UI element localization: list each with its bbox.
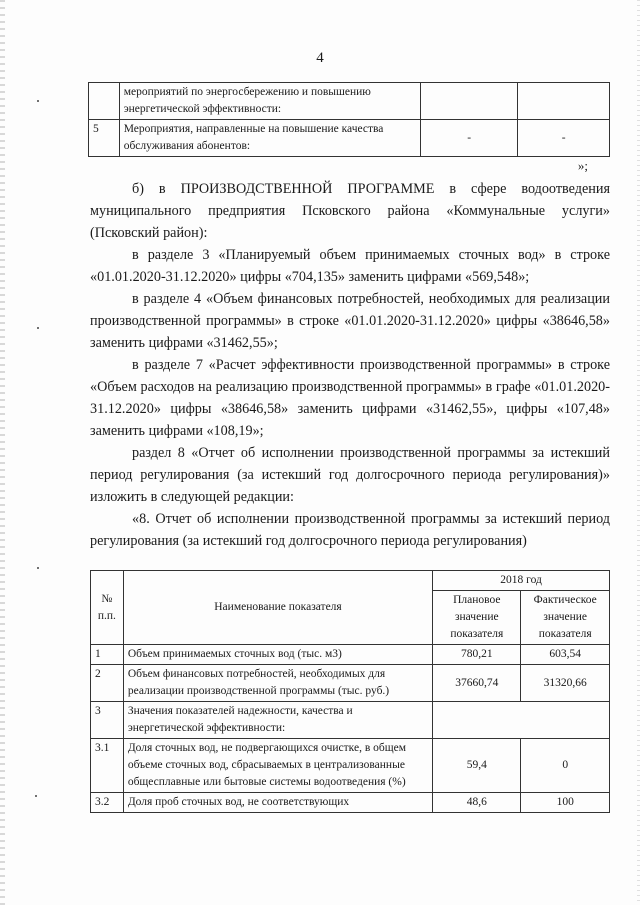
scan-speck [35, 795, 37, 797]
paragraph-section-3: в разделе 3 «Планируемый объем принимаемых сточных вод» в строке «01.01.2020-31.12.2020» цифры «704,135» заменить цифрами «569,548»; [90, 247, 610, 285]
table-row [91, 739, 610, 793]
scan-speck [37, 327, 39, 329]
fact-header: Фактическое значение показателя [521, 591, 610, 645]
row-plan: 59,4 [433, 739, 521, 793]
body-text [90, 178, 610, 552]
row-fact [518, 83, 610, 120]
row-values-empty [433, 702, 610, 739]
row-text: мероприятий по энергосбережению и повышению энергетической эффективности: [119, 83, 420, 120]
row-fact: - [518, 120, 610, 157]
row-plan: 48,6 [433, 793, 521, 813]
name-header: Наименование показателя [123, 571, 432, 645]
row-number: 3.2 [91, 793, 124, 813]
row-name: Объем принимаемых сточных вод (тыс. м3) [123, 645, 432, 665]
table-row [89, 120, 610, 157]
row-fact: 100 [521, 793, 610, 813]
row-name: Доля проб сточных вод, не соответствующих [123, 793, 432, 813]
scan-speck [37, 100, 39, 102]
table-header-row [91, 571, 610, 591]
scan-speck [37, 567, 39, 569]
closing-quote: »; [577, 158, 588, 173]
paragraph-section-4: в разделе 4 «Объем финансовых потребностей, необходимых для реализации производственной программы» в строке «01.01.2020-31.12.2020» цифры «38646,58» заменить цифрами «31462,55»; [90, 291, 610, 351]
top-table [88, 82, 610, 157]
row-name: Значения показателей надежности, качества и энергетической эффективности: [123, 702, 432, 739]
table-row [91, 702, 610, 739]
page-number: 4 [316, 50, 324, 66]
row-plan: - [421, 120, 518, 157]
row-name: Объем финансовых потребностей, необходимых для реализации производственной программы (тыс. руб.) [123, 665, 432, 702]
table-row [91, 645, 610, 665]
row-fact: 31320,66 [521, 665, 610, 702]
row-number: 5 [89, 120, 120, 157]
row-name: Доля сточных вод, не подвергающихся очистке, в общем объеме сточных вод, сбрасываемых в централизованные общесплавные или бытовые системы водоотведения (%) [123, 739, 432, 793]
table-row [91, 665, 610, 702]
row-fact: 0 [521, 739, 610, 793]
year-header: 2018 год [433, 571, 610, 591]
row-number [89, 83, 120, 120]
table-row [91, 793, 610, 813]
row-plan: 780,21 [433, 645, 521, 665]
num-header: № п.п. [91, 571, 124, 645]
row-number: 1 [91, 645, 124, 665]
paragraph-section-8: раздел 8 «Отчет об исполнении производственной программы за истекший период регулирования (за истекший год долгосрочного периода регулирования)» изложить в следующей редакции: [90, 445, 610, 505]
paragraph-production-program: б) в ПРОИЗВОДСТВЕННОЙ ПРОГРАММЕ в сфере водоотведения муниципального предприятия Псковского района «Коммунальные услуги» (Псковский район): [90, 181, 610, 241]
row-text: Мероприятия, направленные на повышение качества обслуживания абонентов: [119, 120, 420, 157]
row-number: 2 [91, 665, 124, 702]
report-table [90, 570, 610, 813]
table-row [89, 83, 610, 120]
row-fact: 603,54 [521, 645, 610, 665]
paragraph-section-7: в разделе 7 «Расчет эффективности производственной программы» в строке «Объем расходов на реализацию производственной программы» в графе «01.01.2020-31.12.2020» цифры «38646,58» заменить цифрами «31462,55», цифры «107,48» заменить цифрами «108,19»; [90, 357, 610, 439]
scan-edge-left [0, 0, 5, 905]
row-plan: 37660,74 [433, 665, 521, 702]
paragraph-report-title: «8. Отчет об исполнении производственной программы за истекший период регулирования (за истекший год долгосрочного периода регулирования) [90, 511, 610, 549]
row-plan [421, 83, 518, 120]
plan-header: Плановое значение показателя [433, 591, 521, 645]
row-number: 3.1 [91, 739, 124, 793]
row-number: 3 [91, 702, 124, 739]
